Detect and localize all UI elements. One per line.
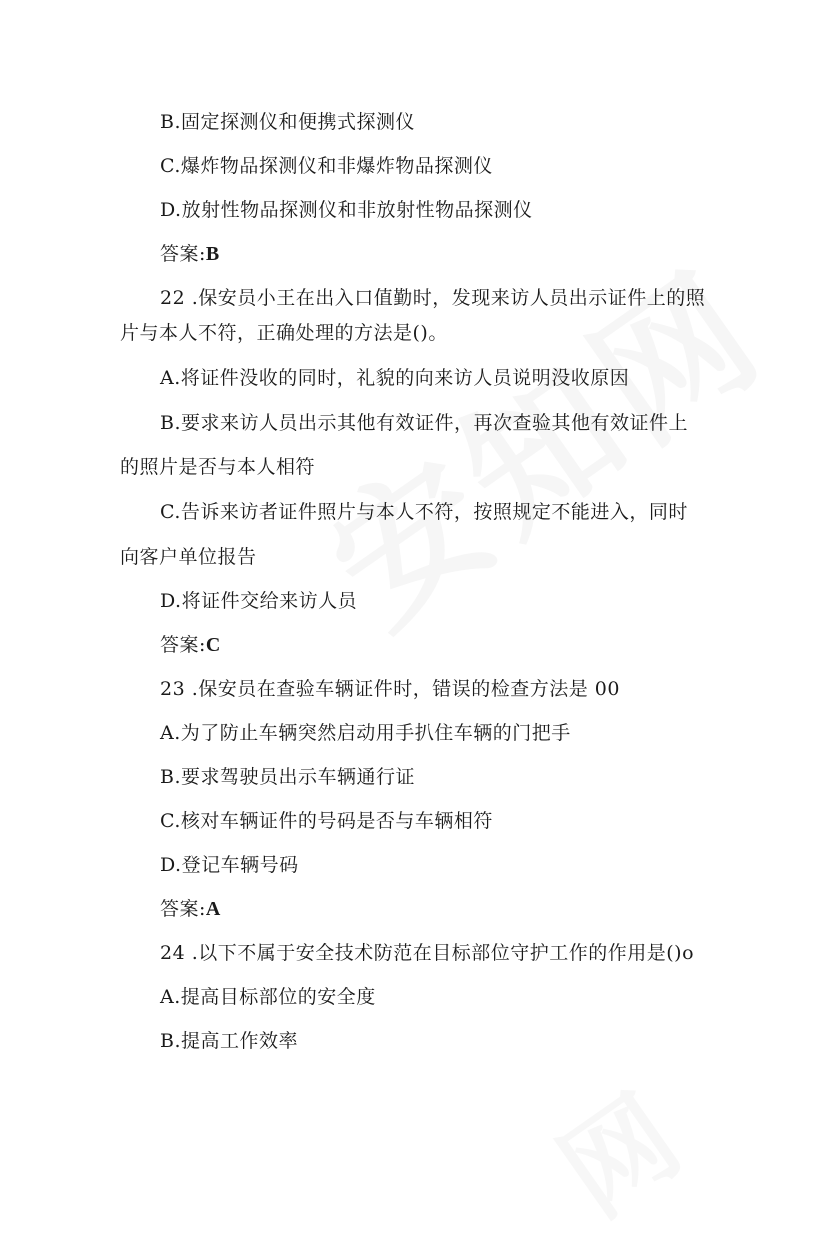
- question-line: 22 .保安员小王在出入口值勤时，发现来访人员出示证件上的照: [160, 287, 706, 309]
- option-line-cont: 向客户单位报告: [120, 546, 257, 568]
- option-line: D.登记车辆号码: [160, 854, 299, 876]
- option-line: A.为了防止车辆突然启动用手扒住车辆的门把手: [160, 722, 571, 744]
- option-line: B.提高工作效率: [160, 1030, 299, 1052]
- question-line: 23 .保安员在查验车辆证件时，错误的检查方法是 00: [160, 678, 620, 700]
- question-line: 24 .以下不属于安全技术防范在目标部位守护工作的作用是()o: [160, 942, 695, 964]
- answer-label: 答案:: [160, 898, 206, 920]
- option-line: D.将证件交给来访人员: [160, 590, 358, 612]
- option-line: A.将证件没收的同时，礼貌的向来访人员说明没收原因: [160, 367, 630, 389]
- option-line: B.要求驾驶员出示车辆通行证: [160, 766, 416, 788]
- answer-key: A: [205, 898, 221, 920]
- watermark-lower: [525, 1053, 706, 1245]
- answer-line: [160, 897, 221, 921]
- option-line: C.核对车辆证件的号码是否与车辆相符: [160, 810, 493, 832]
- option-line: C.爆炸物品探测仪和非爆炸物品探测仪: [160, 155, 493, 177]
- answer-key: C: [205, 634, 221, 656]
- answer-label: 答案:: [160, 634, 206, 656]
- answer-label: 答案:: [160, 243, 206, 265]
- answer-line: [160, 242, 220, 266]
- option-line: B.固定探测仪和便携式探测仪: [160, 111, 416, 133]
- option-line: A.提高目标部位的安全度: [160, 986, 376, 1008]
- option-line: C.告诉来访者证件照片与本人不符，按照规定不能进入，同时: [160, 501, 688, 523]
- option-line: B.要求来访人员出示其他有效证件，再次查验其他有效证件上: [160, 412, 689, 434]
- answer-key: B: [205, 243, 220, 265]
- watermark: [281, 212, 798, 664]
- option-line-cont: 的照片是否与本人相符: [120, 456, 316, 478]
- option-line: D.放射性物品探测仪和非放射性物品探测仪: [160, 199, 533, 221]
- question-line-cont: 片与本人不符，正确处理的方法是()。: [120, 322, 448, 344]
- answer-line: [160, 633, 221, 657]
